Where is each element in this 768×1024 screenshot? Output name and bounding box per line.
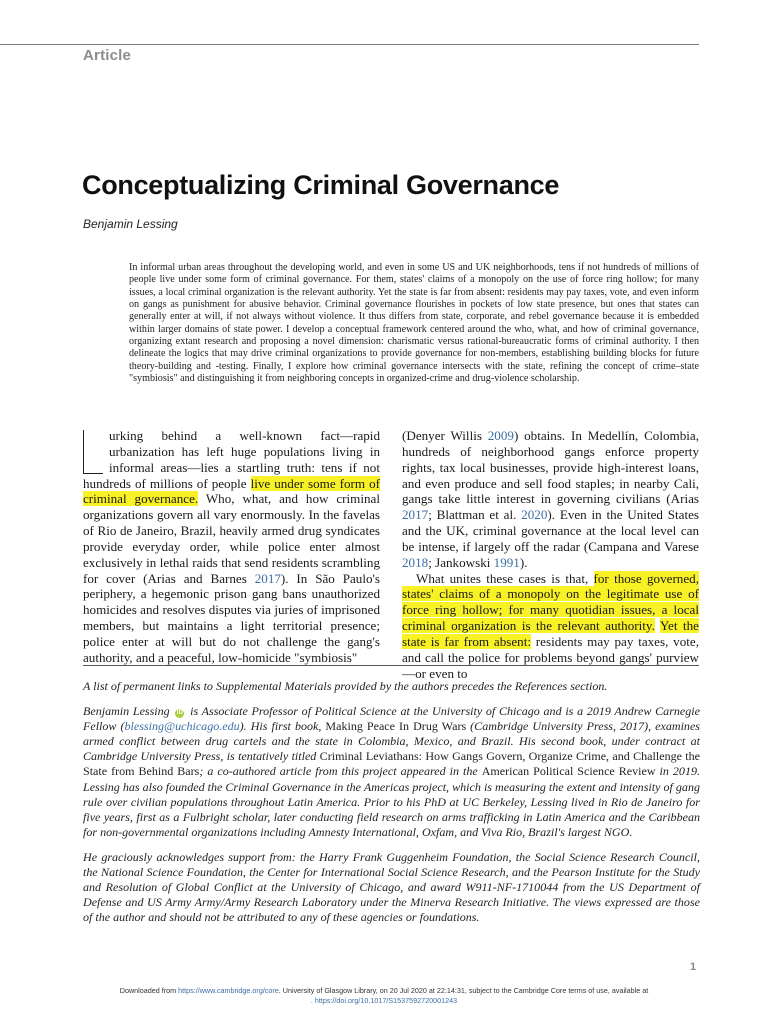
author-email-link[interactable]: blessing@uchicago.edu [124,719,240,734]
author-notes [83,679,700,935]
book-title: Criminal Leviathans: How Gangs Govern, Organize Crime, and Challenge the State from Behind Bars [83,749,701,779]
citation-link[interactable]: 2009 [487,428,514,443]
citation-link[interactable]: 2020 [521,507,548,523]
book-title: Making Peace In Drug Wars [325,719,467,734]
body-text: What unites these cases is that, [416,570,594,586]
highlighted-text: for those governed, states' claims of a monopoly on the legitimate use of force ring hollow; for many quotidian issues, a local criminal organization is the relevant authority. [402,570,699,634]
abstract: In informal urban areas throughout the developing world, and even in some US and UK neighborhoods, tens if not hundreds of millions of people live under some form of criminal governance. For them, states' claims of a monopoly on the use of force ring hollow; for many issues, a local criminal organization is the relevant authority. Yet the state is far from absent: residents may pay taxes, vote, and even inform on gangs as punishment for abusive behavior. Criminal governance flourishes in pockets of low state presence, but ones that states can generally enter at will, if not always without violence. It thus differs from state, corporate, and rebel governance because it is embedded within larger domains of state power. I develop a conceptual framework centered around the who, what, and how of criminal governance, organizing extant research and proposing a novel dimension: charismatic versus rational-bureaucratic forms of criminal authority. I then delineate the logics that may drive criminal organizations to provide governance for non-members, establishing building blocks for future theory-building and -testing. Finally, I explore how criminal governance intersects with the state, refining the concept of crime–state "symbiosis" and distinguishing it from neighboring concepts in organized-crime and drug-violence scholarship. [129,262,699,385]
drop-cap-l [83,430,103,474]
body-text: ; Jankowski [428,554,494,570]
citation-link[interactable]: 1991 [493,554,520,570]
supplemental-note: A list of permanent links to Supplemental Materials provided by the authors precedes the References section. [83,679,608,693]
body-text: urking behind a well-known fact—rapid urbanization has left huge populations living in informal areas—lies a startling truth: tens if not hundreds of millions of people [83,428,380,491]
body-column-left [83,428,380,666]
body-text: ). [519,554,528,570]
cambridge-core-link[interactable]: https://www.cambridge.org/core [178,986,279,995]
orcid-icon[interactable]: iD [176,710,183,717]
body-text: Who, what, and how criminal organizations govern all vary enormously. In the favelas of Rio de Janeiro, Brazil, heavily armed drug syndicates provide everyday order, while police enter almost exclusively in lethal raids that send residents scrambling for cover (Arias and Barnes [83,491,380,586]
citation-link[interactable]: 2017 [254,570,281,586]
highlighted-text: live under some form of criminal governance. [83,475,380,507]
author-name: Benjamin Lessing [83,217,178,231]
body-text: ). Even in the United States and the UK, criminal governance at the local level can be intense, if largely off the radar (Campana and Varese [402,507,700,554]
body-text: residents may pay taxes, vote, and call the police for problems beyond gangs' purview—or even to [402,633,699,681]
acknowledgements: He graciously acknowledges support from: the Harry Frank Guggenheim Foundation, the Social Science Research Council, the National Science Foundation, the Center for International Social Science Research, and the Pearson Institute for the Study and Resolution of Global Conflict at the University of Chicago, and award W911-NF-1710044 from the US Department of Defense and US Army Army/Army Research Laboratory under the Minerva Research Initiative. The views expressed are those of the author and should not be attributed to any of these agencies or foundations. [83,849,700,925]
body-text: ). In São Paulo's periphery, a hegemonic prison gang bans unauthorized homicides and resolves disputes via juries of imprisoned members, but maintains a light territorial presence; police enter at will but do not challenge the gang's authority, and a peaceful, low-homicide "symbiosis" [83,570,380,665]
body-text: ; Blattman et al. [428,507,522,523]
body-text: ) obtains. In Medellín, Colombia, hundreds of neighborhood gangs enforce property rights, tax local businesses, provide high-interest loans, and even produce and sell food staples; in nearby Cali, gangs take little interest in governing civilians (Arias [402,428,699,507]
citation-link[interactable]: 2018 [402,554,429,570]
top-rule [0,44,699,45]
highlighted-text: Yet the state is far from absent: [402,618,699,649]
body-column-right [402,428,699,682]
page-number: 1 [690,961,697,973]
download-footer: Downloaded from https://www.cambridge.org/core. University of Glasgow Library, on 20 Jul 2020 at 22:14:31, subject to the Cambridge Core terms of use, available at . https://doi.org/10.1017/S1537592720001243 [119,986,649,1005]
doi-link[interactable]: . https://doi.org/10.1017/S1537592720001243 [310,996,458,1005]
author-bio: Benjamin Lessing iD is Associate Professor of Political Science at the University of Chicago and is a 2019 Andrew Carnegie Fellow (blessing@uchicago.edu). His first book, Making Peace In Drug Wars (Cambridge University Press, 2017), examines armed conflict between drug cartels and the state in Colombia, Mexico, and Brazil. His second book, under contract at Cambridge University Press, is tentatively titled Criminal Leviathans: How Gangs Govern, Organize Crime, and Challenge the State from Behind Bars; a co-authored article from this project appeared in the American Political Science Review in 2019. Lessing has also founded the Criminal Governance in the Americas project, which is measuring the extent and intensity of gang rule over civilian populations throughout Latin America. Prior to his PhD at UC Berkeley, Lessing lived in Rio de Janeiro for five years, first as a Fulbright scholar, later conducting field research on arms trafficking in Latin America and the Caribbean for non-governmental organizations including Amnesty International, Oxfam, and Viva Rio, Brazil's largest NGO. [83,704,701,839]
notes-divider [83,665,699,666]
citation-link[interactable]: 2017 [402,507,429,523]
article-type-label: Article [83,47,132,64]
journal-title: American Political Science Review [481,764,656,779]
body-text: (Denyer Willis [402,428,488,443]
article-title: Conceptualizing Criminal Governance [82,170,560,200]
